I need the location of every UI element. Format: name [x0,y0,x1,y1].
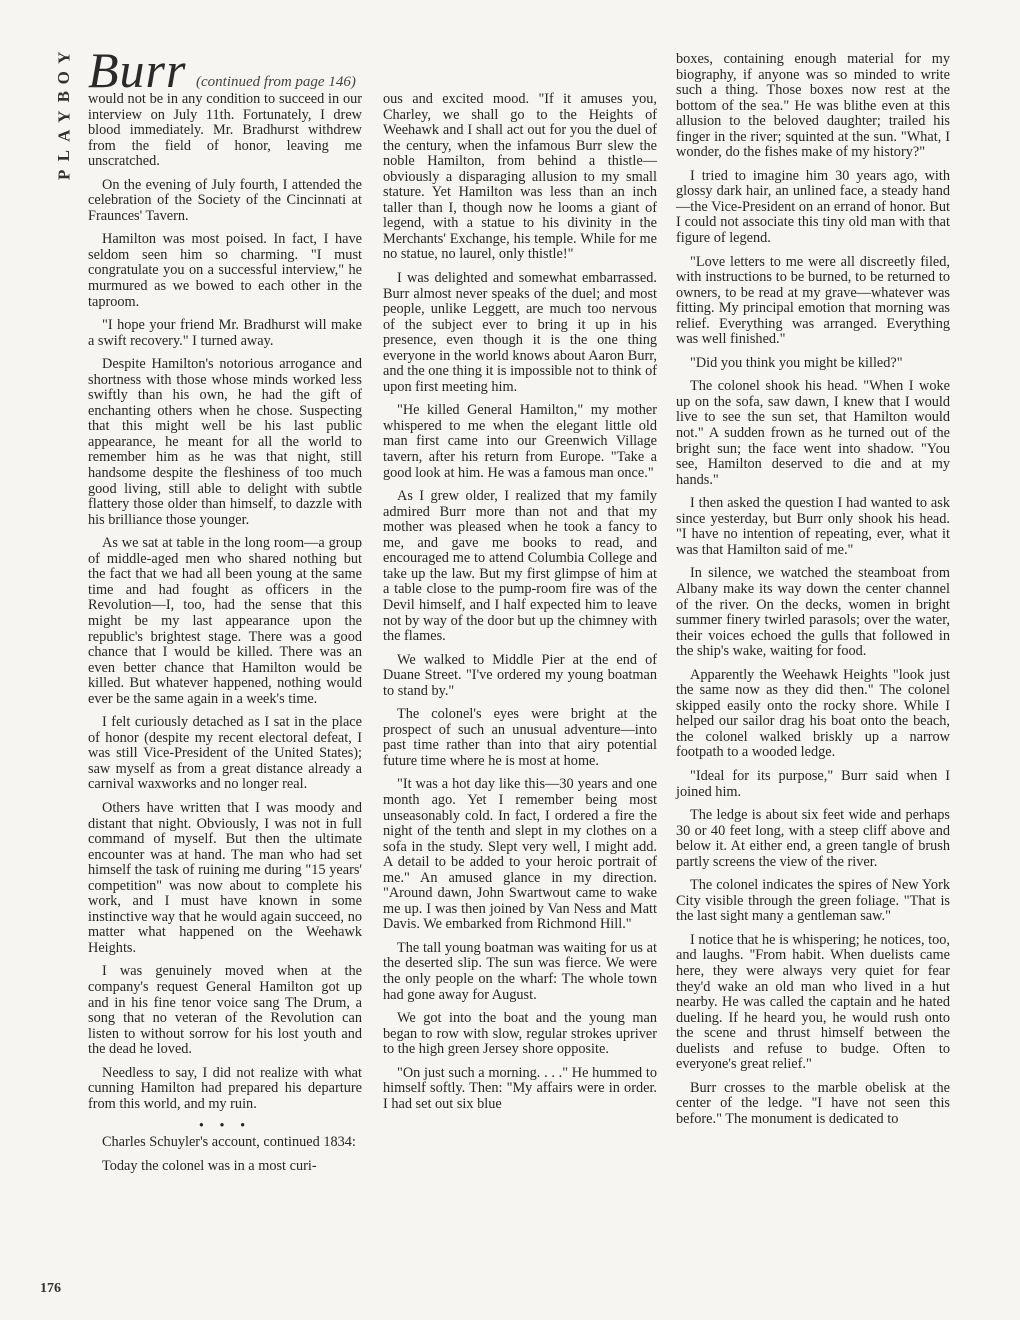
paragraph: The ledge is about six feet wide and perhaps 30 or 40 feet long, with a steep cliff above and below it. At either end, a green tangle of brush partly screens the view of the river. [676,807,950,870]
paragraph: "On just such a morning. . . ." He hummed to himself softly. Then: "My affairs were in order. I had set out six blue [383,1064,657,1112]
magazine-letter: L [54,149,74,161]
text-column-1 [88,92,362,1182]
paragraph: Others have written that I was moody and distant that night. Obviously, I was not in full command of myself. But then the ultimate encounter was at hand. The man who had set himself the task of ruining me during "15 years' competition" was now about to complete his work, and I must have known in some instinctive way that he would again succeed, no matter what happened on the Weehawk Heights. [88,799,362,956]
paragraph: would not be in any condition to succeed in our interview on July 11th. Fortunately, I drew blood immediately. Mr. Bradhurst withdrew from the field of honor, leaving me unscratched. [88,91,362,170]
paragraph: "Did you think you might be killed?" [690,354,903,371]
page-number: 176 [40,1281,61,1296]
paragraph: We got into the boat and the young man began to row with slow, regular strokes upriver to the high green Jersey shore opposite. [383,1010,657,1058]
paragraph: boxes, containing enough material for my biography, if anyone was so minded to write such a thing. Those boxes now rest at the bottom of the sea." He was blithe even at this allusion to the beloved daughter; trailed his finger in the river; squinted at the sun. "What, I wonder, do the fishes make of my history?" [676,51,950,161]
paragraph: "I hope your friend Mr. Bradhurst will make a swift recovery." I turned away. [88,317,362,349]
magazine-letter: A [54,129,74,142]
magazine-letter: B [54,91,74,103]
paragraph: On the evening of July fourth, I attended the celebration of the Society of the Cincinnati at Fraunces' Tavern. [88,176,362,224]
magazine-letter: O [54,70,74,84]
paragraph: I felt curiously detached as I sat in the place of honor (despite my recent electoral defeat, I was still Vice-President of the United States); saw myself as from a great distance already a carnival waxworks and no longer real. [88,714,362,793]
article-header [88,42,388,98]
paragraph: The colonel shook his head. "When I woke up on the sofa, saw dawn, I knew that I would live to see the sun set, that Hamilton would not." A sudden frown as he turned out of the bright sun; the face went into shadow. "You see, Hamilton deserved to die and at my hands." [676,378,950,488]
paragraph: "Ideal for its purpose," Burr said when I joined him. [676,767,950,800]
paragraph: The colonel's eyes were bright at the prospect of such an unusual adventure—into past time rather than into that airy potential future time where he is most at home. [383,706,657,769]
paragraph: "Love letters to me were all discreetly filed, with instructions to be burned, to be returned to owners, to be read at my grave—whatever was fitting. My principal emotion that morning was relief. Everything was arranged. Everything was well finished." [676,253,950,348]
magazine-letter: Y [54,51,74,64]
paragraph: Despite Hamilton's notorious arrogance and shortness with those whose minds worked less swiftly than his own, he had the gift of enchanting others when he chose. Suspecting that this might well be his last public appearance, he meant for all the world to remember him as he was that night, still handsome despite the fleshiness of too much good living, still able to delight with subtle flattery those older than himself, to dazzle with his brilliance those younger. [88,356,362,528]
magazine-letter: P [54,169,74,180]
paragraph: As I grew older, I realized that my family admired Burr more than not and that my mother was pleased when he took a fancy to me, and gave me books to read, and encouraged me to attend Columbia College and take up the law. But my first glimpse of him at a table close to the pump-room fire was of the Devil himself, and I half expected him to leave not by way of the door but up the chimney with the flames. [383,488,657,645]
paragraph: "It was a hot day like this—30 years and one month ago. Yet I remember being most unseasonably cold. In fact, I ordered a fire the night of the tenth and slept in my clothes on a sofa in the study. Slept very well, I might add. A detail to be added to your heroic portrait of me." An amused glance in my direction. "Around dawn, John Swartwout came to wake me up. I was then joined by Van Ness and Matt Davis. We embarked from Richmond Hill." [383,776,657,933]
paragraph: I was genuinely moved when at the company's request General Hamilton got up and in his fine tenor voice sang The Drum, a song that no veteran of the Revolution can listen to without sorrow for his lost youth and the dead he loved. [88,963,362,1058]
continuation-note: (continued from page 146) [196,74,356,90]
paragraph: Charles Schuyler's account, continued 1834: [102,1134,356,1151]
magazine-name-vertical [52,48,76,185]
magazine-letter: Y [54,110,74,123]
paragraph: Apparently the Weehawk Heights "look just the same now as they did then." The colonel skipped easily onto the rocky shore. While I helped our sailor drag his boat onto the beach, the colonel walked briskly up a narrow footpath to a wooded ledge. [676,666,950,761]
paragraph: ous and excited mood. "If it amuses you, Charley, we shall go to the Heights of Weehawk and I shall act out for you the duel of the century, when the infamous Burr slew the noble Hamilton, from behind a thistle—obviously a disparaging allusion to my small stature. Yet Hamilton was less than an inch taller than I, though now he looms a giant of legend, with a statue to his divinity in the Merchants' Exchange, his temple. While for me no statue, no laurel, only thistle!" [383,91,657,263]
section-separator: • • • [198,1118,252,1135]
paragraph: The colonel indicates the spires of New York City visible through the green foliage. "That is the last sight many a gentleman saw." [676,877,950,925]
paragraph: In silence, we watched the steamboat from Albany make its way down the center channel of the river. On the decks, women in bright summer finery twirled parasols; over the water, their voices echoed the gulls that followed in the ship's wake, waiting for food. [676,565,950,660]
paragraph: Burr crosses to the marble obelisk at the center of the ledge. "I have not seen this before." The monument is dedicated to [676,1079,950,1127]
text-column-3 [676,52,950,1135]
paragraph: I then asked the question I had wanted to ask since yesterday, but Burr only shook his head. "I have no intention of repeating, ever, what it was that Hamilton said of me." [676,495,950,558]
paragraph: Hamilton was most poised. In fact, I have seldom seen him so charming. "I must congratulate you on a successful interview," he murmured as we bowed to each other in the taproom. [88,231,362,310]
paragraph: Needless to say, I did not realize with what cunning Hamilton had prepared his departure from this world, and my ruin. [88,1064,362,1112]
paragraph: The tall young boatman was waiting for us at the deserted slip. The sun was fierce. We were the only people on the wharf: The whole town had gone away for August. [383,939,657,1003]
paragraph: I notice that he is whispering; he notices, too, and laughs. "From habit. When duelists came here, they were always very quiet for fear they'd wake an old man who lived in a hut nearby. He was called the captain and he hated dueling. If he heard you, he would rush onto the scene and thrust himself between the duelists and refuse to budge. Often to everyone's great relief." [676,931,950,1073]
text-column-2 [383,92,657,1120]
paragraph: We walked to Middle Pier at the end of Duane Street. "I've ordered my young boatman to stand by." [383,651,657,699]
paragraph: "He killed General Hamilton," my mother whispered to me when the elegant little old man first came into our Greenwich Village tavern, after his return from Europe. "Take a good look at him. He was a famous man once." [383,402,657,481]
paragraph: Today the colonel was in a most curi- [102,1157,317,1174]
article-title: Burr [88,42,187,98]
paragraph: As we sat at table in the long room—a group of middle-aged men who shared nothing but the fact that we had all been young at the same time and had fought as officers in the Revolution—I, too, had the sense that this might be my last appearance upon the republic's brightest stage. There was a good chance that I would be killed. There was an even better chance that Hamilton would be killed. But whatever happened, nothing would ever be the same again in a week's time. [88,535,362,707]
paragraph: I tried to imagine him 30 years ago, with glossy dark hair, an unlined face, a steady hand—the Vice-President on an errand of honor. But I could not associate this tiny old man with that figure of legend. [676,167,950,247]
paragraph: I was delighted and somewhat embarrassed. Burr almost never speaks of the duel; and most people, unlike Leggett, are much too nervous of the subject ever to bring it up in his presence, even though it is the one thing everyone in the world knows about Aaron Burr, and the one thing it is impossible not to think of upon first meeting him. [383,270,658,395]
